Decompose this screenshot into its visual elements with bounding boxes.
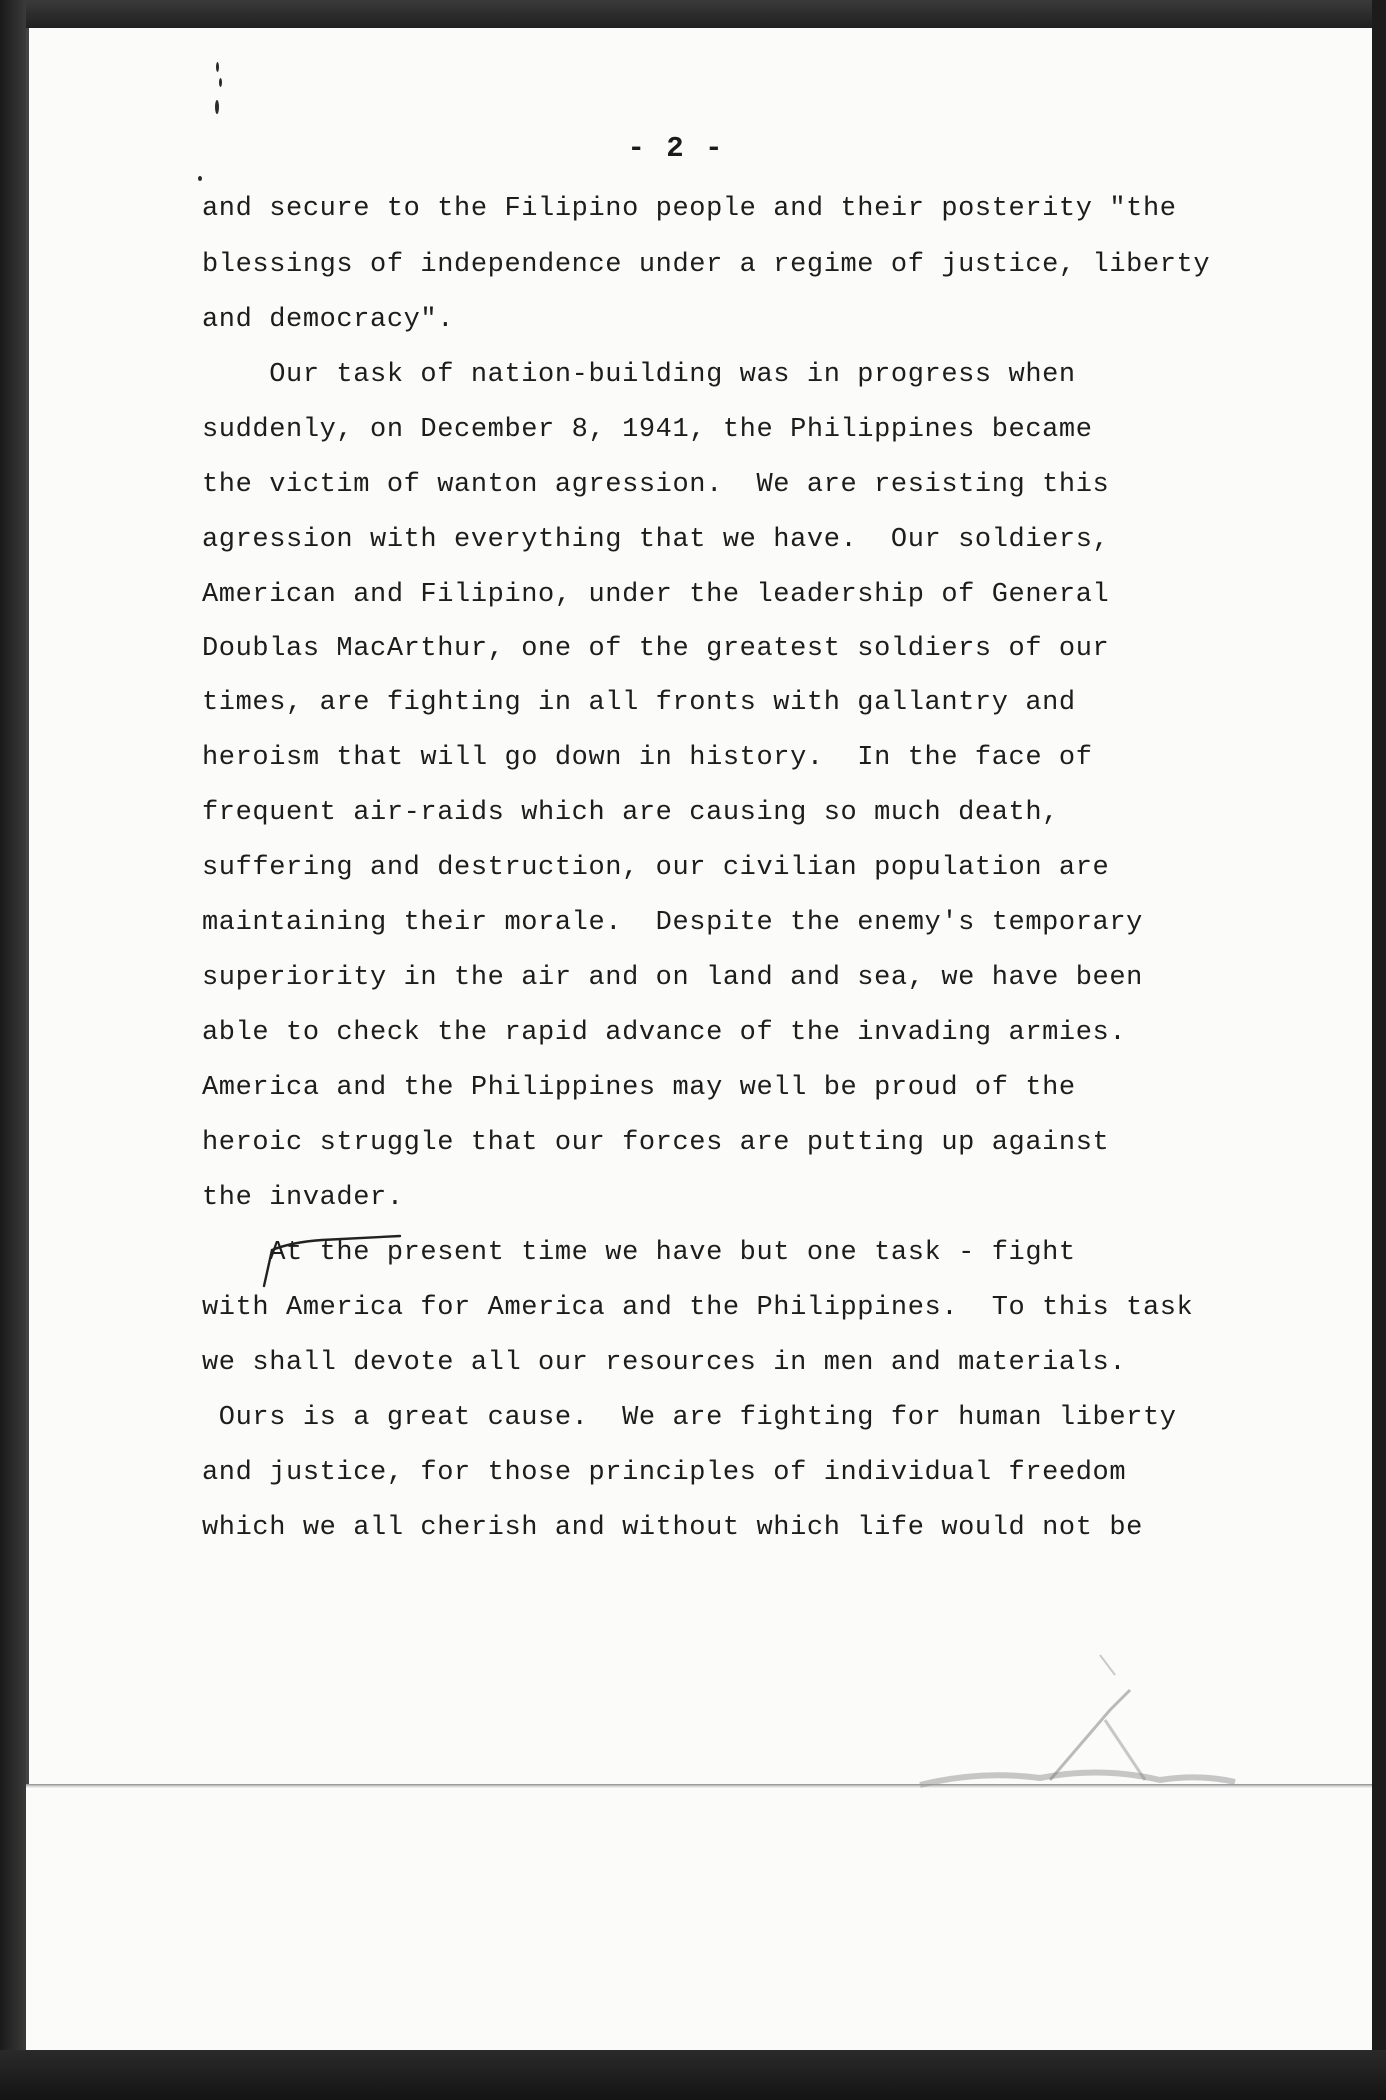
text-line: America and the Philippines may well be proud of the — [202, 1073, 1076, 1103]
text-line: able to check the rapid advance of the invading armies. — [202, 1018, 1127, 1048]
ink-speck — [215, 100, 219, 114]
page-number: - 2 - — [627, 132, 725, 165]
text-line: Ours is a great cause. We are fighting for human liberty — [202, 1403, 1177, 1433]
text-line: suffering and destruction, our civilian population are — [202, 853, 1110, 883]
ink-speck — [219, 78, 222, 87]
text-line: Doublas MacArthur, one of the greatest soldiers of our — [202, 634, 1110, 664]
text-line: suddenly, on December 8, 1941, the Philippines became — [202, 415, 1093, 445]
text-line: superiority in the air and on land and sea, we have been — [202, 963, 1143, 993]
text-line: American and Filipino, under the leadership of General — [202, 580, 1110, 610]
sheet-edge — [26, 28, 29, 1788]
text-line: At the present time we have but one task - fight — [202, 1238, 1076, 1268]
handwritten-paragraph-mark — [252, 1228, 402, 1288]
scan-border-right — [1372, 0, 1386, 2100]
text-line: and justice, for those principles of individual freedom — [202, 1458, 1127, 1488]
text-line: times, are fighting in all fronts with gallantry and — [202, 688, 1076, 718]
text-line: we shall devote all our resources in men and materials. — [202, 1348, 1127, 1378]
text-line: and democracy". — [202, 305, 455, 335]
ink-speck — [198, 176, 202, 181]
text-line: frequent air-raids which are causing so much death, — [202, 798, 1059, 828]
text-line: heroic struggle that our forces are putting up against — [202, 1128, 1110, 1158]
text-line: with America for America and the Philippines. To this task — [202, 1293, 1194, 1323]
text-line: Our task of nation-building was in progress when — [202, 360, 1076, 390]
scan-border-bottom — [0, 2050, 1386, 2100]
text-line: agression with everything that we have. Our soldiers, — [202, 525, 1110, 555]
text-line: the invader. — [202, 1183, 404, 1213]
text-line: blessings of independence under a regime of justice, liberty — [202, 250, 1211, 280]
scan-border-top — [0, 0, 1386, 30]
text-line: heroism that will go down in history. In the face of — [202, 743, 1093, 773]
text-line: which we all cherish and without which life would not be — [202, 1513, 1143, 1543]
text-line: maintaining their morale. Despite the enemy's temporary — [202, 908, 1143, 938]
paper-smudge — [900, 1650, 1240, 1790]
text-line: and secure to the Filipino people and their posterity "the — [202, 194, 1177, 224]
text-line: the victim of wanton agression. We are resisting this — [202, 470, 1110, 500]
scan-border-left — [0, 0, 26, 2100]
ink-speck — [216, 62, 219, 72]
